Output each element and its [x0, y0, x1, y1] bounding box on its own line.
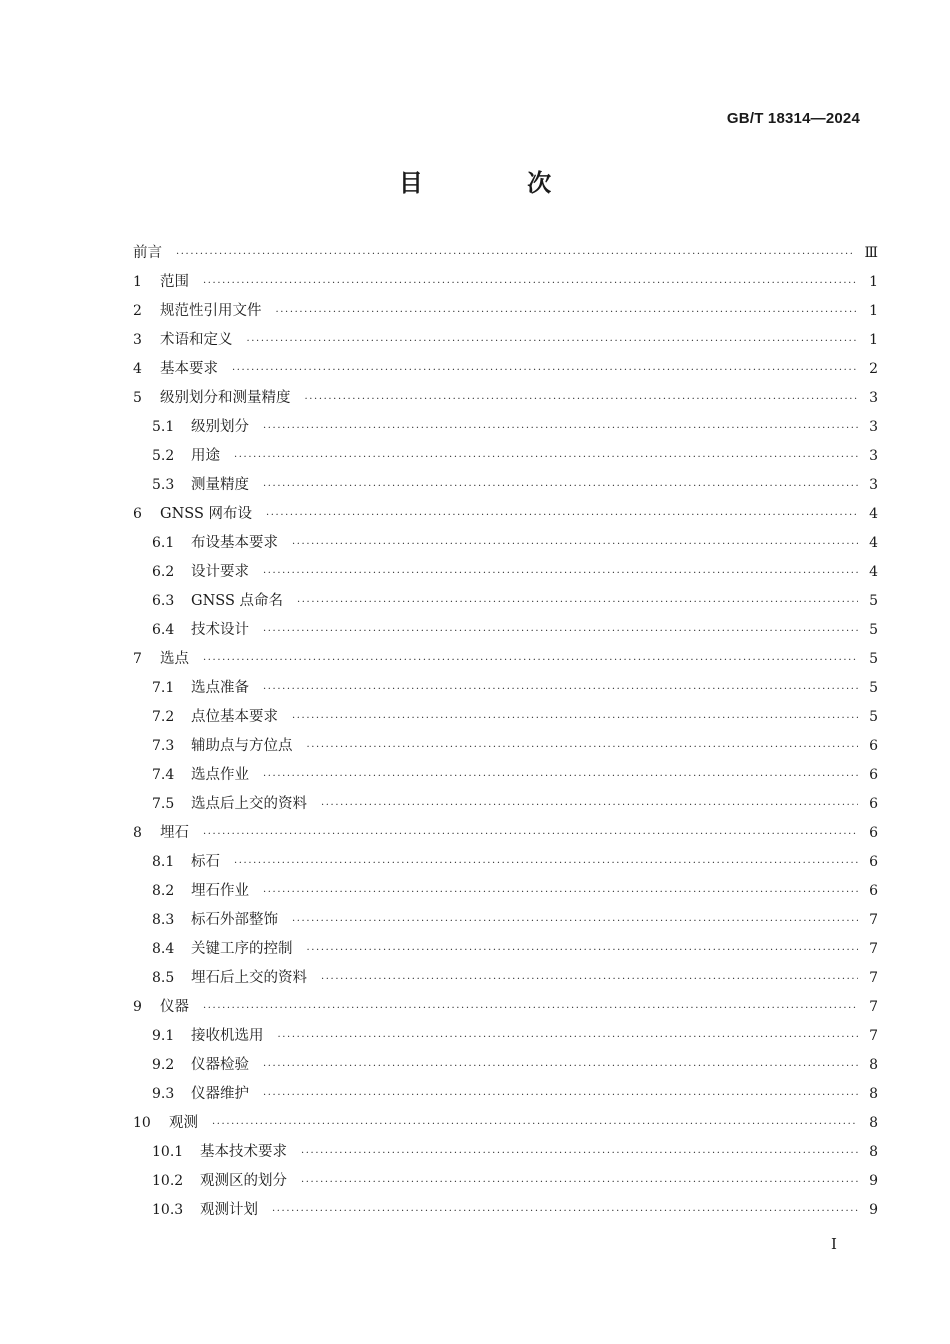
dot-leader [276, 298, 859, 327]
toc-entry[interactable] [133, 935, 878, 964]
toc-entry-number: 7.1 [152, 680, 175, 696]
dot-leader [203, 269, 858, 298]
toc-entry-number: 4 [133, 361, 142, 377]
toc-entry-number: 8.5 [152, 970, 175, 986]
toc-entry-page: 6 [869, 854, 878, 870]
dot-leader [263, 472, 858, 501]
toc-entry[interactable] [133, 848, 878, 877]
toc-entry-page: 4 [869, 564, 878, 580]
toc-entry-page: 3 [869, 419, 878, 435]
dot-leader [297, 588, 858, 617]
dot-leader [263, 414, 858, 443]
toc-entry-page: Ⅲ [864, 245, 878, 261]
toc-entry-number: 10.3 [152, 1202, 184, 1218]
toc-entry-title: 选点 [160, 651, 189, 667]
toc-entry-page: 7 [869, 1028, 878, 1044]
toc-entry[interactable] [133, 732, 878, 761]
dot-leader [278, 1023, 859, 1052]
toc-entry-title: 布设基本要求 [191, 535, 278, 551]
toc-entry-title: 测量精度 [191, 477, 249, 493]
toc-entry-title: 术语和定义 [160, 332, 233, 348]
toc-entry[interactable] [133, 906, 878, 935]
toc-entry-page: 6 [869, 738, 878, 754]
toc-entry[interactable] [133, 616, 878, 645]
dot-leader [305, 385, 859, 414]
dot-leader [292, 704, 858, 733]
toc-entry-number: 6.3 [152, 593, 175, 609]
toc-entry-title: 技术设计 [191, 622, 249, 638]
dot-leader [301, 1139, 858, 1168]
toc-entry-title: 标石 [191, 854, 220, 870]
dot-leader [234, 443, 858, 472]
toc-entry-number: 7.3 [152, 738, 175, 754]
dot-leader [263, 878, 858, 907]
dot-leader [263, 762, 858, 791]
dot-leader [321, 965, 858, 994]
toc-entry-number: 5.3 [152, 477, 175, 493]
dot-leader [292, 907, 858, 936]
toc-entry-number: 5 [133, 390, 142, 406]
toc-entry-title: 观测计划 [200, 1202, 258, 1218]
toc-entry-page: 7 [869, 970, 878, 986]
toc-entry-page: 1 [869, 303, 878, 319]
dot-leader [176, 240, 854, 269]
toc-entry-number: 5.2 [152, 448, 175, 464]
toc-entry-number: 10.1 [152, 1144, 184, 1160]
toc-entry[interactable] [133, 326, 878, 355]
toc-entry-page: 3 [869, 448, 878, 464]
dot-leader [272, 1197, 858, 1226]
page-number: I [831, 1235, 837, 1253]
toc-entry-number: 10.2 [152, 1173, 184, 1189]
toc-entry-number: 6.2 [152, 564, 175, 580]
toc-entry-number: 6 [133, 506, 142, 522]
toc-entry-page: 4 [869, 535, 878, 551]
toc-entry-number: 8.1 [152, 854, 175, 870]
dot-leader [263, 559, 858, 588]
toc-entry[interactable] [133, 790, 878, 819]
toc-entry-title: 埋石 [160, 825, 189, 841]
toc-entry-title: 基本要求 [160, 361, 218, 377]
toc-entry-title: 点位基本要求 [191, 709, 278, 725]
dot-leader [263, 675, 858, 704]
toc-entry-page: 8 [869, 1057, 878, 1073]
toc-entry-title: 级别划分和测量精度 [160, 390, 291, 406]
toc-entry-page: 8 [869, 1115, 878, 1131]
toc-entry-page: 8 [869, 1086, 878, 1102]
toc-entry[interactable] [133, 413, 878, 442]
toc-entry[interactable] [133, 587, 878, 616]
page-title: 目 次 [398, 169, 600, 197]
toc-entry[interactable] [133, 1080, 878, 1109]
dot-leader [203, 820, 858, 849]
toc-entry-page: 5 [869, 622, 878, 638]
toc-entry-number: 6.4 [152, 622, 175, 638]
toc-entry[interactable] [133, 761, 878, 790]
toc-entry-number: 9.3 [152, 1086, 175, 1102]
toc-entry-number: 7.4 [152, 767, 175, 783]
dot-leader [232, 356, 858, 385]
toc-entry[interactable] [133, 877, 878, 906]
toc-entry-page: 5 [869, 680, 878, 696]
toc-entry-title: 选点准备 [191, 680, 249, 696]
toc-entry[interactable] [133, 529, 878, 558]
toc-entry-title: 标石外部整饰 [191, 912, 278, 928]
standard-code: GB/T 18314—2024 [726, 110, 860, 127]
toc-entry-page: 5 [869, 709, 878, 725]
toc-entry-number: 8 [133, 825, 142, 841]
dot-leader [301, 1168, 858, 1197]
toc-entry-title: 设计要求 [191, 564, 249, 580]
toc-entry-page: 7 [869, 999, 878, 1015]
toc-entry-title: 前言 [133, 245, 162, 261]
toc-entry-number: 1 [133, 274, 142, 290]
table-of-contents [133, 239, 878, 1225]
toc-entry-title: 关键工序的控制 [191, 941, 293, 957]
toc-entry-number: 8.4 [152, 941, 175, 957]
toc-entry-title: GNSS 网布设 [160, 506, 252, 522]
toc-entry[interactable] [133, 674, 878, 703]
toc-entry-title: 选点作业 [191, 767, 249, 783]
toc-entry[interactable] [133, 1138, 878, 1167]
toc-entry[interactable] [133, 442, 878, 471]
dot-leader [266, 501, 858, 530]
toc-entry-number: 7.5 [152, 796, 175, 812]
toc-entry-title: 范围 [160, 274, 189, 290]
toc-entry-number: 2 [133, 303, 142, 319]
toc-entry-title: 接收机选用 [191, 1028, 264, 1044]
toc-entry[interactable] [133, 268, 878, 297]
toc-entry-page: 1 [869, 274, 878, 290]
dot-leader [263, 1052, 858, 1081]
toc-entry-page: 5 [869, 593, 878, 609]
dot-leader [234, 849, 858, 878]
dot-leader [203, 646, 858, 675]
toc-entry-title: GNSS 点命名 [191, 593, 283, 609]
toc-entry-number: 6.1 [152, 535, 175, 551]
toc-entry-number: 10 [133, 1115, 151, 1131]
toc-entry[interactable] [133, 1109, 878, 1138]
toc-entry-title: 级别划分 [191, 419, 249, 435]
dot-leader [292, 530, 858, 559]
toc-entry[interactable] [133, 558, 878, 587]
toc-entry-page: 6 [869, 825, 878, 841]
dot-leader [321, 791, 858, 820]
toc-entry-page: 8 [869, 1144, 878, 1160]
toc-entry-number: 8.2 [152, 883, 175, 899]
toc-entry-page: 4 [869, 506, 878, 522]
toc-entry[interactable] [133, 993, 878, 1022]
dot-leader [263, 617, 858, 646]
dot-leader [263, 1081, 858, 1110]
toc-entry-page: 6 [869, 767, 878, 783]
toc-entry-number: 7 [133, 651, 142, 667]
toc-entry-number: 3 [133, 332, 142, 348]
toc-entry-number: 8.3 [152, 912, 175, 928]
toc-entry[interactable] [133, 1167, 878, 1196]
toc-entry[interactable] [133, 355, 878, 384]
toc-entry[interactable] [133, 471, 878, 500]
toc-entry-title: 基本技术要求 [200, 1144, 287, 1160]
toc-entry-number: 5.1 [152, 419, 175, 435]
toc-entry-page: 7 [869, 941, 878, 957]
toc-entry[interactable] [133, 645, 878, 674]
toc-entry-page: 6 [869, 796, 878, 812]
toc-entry-number: 9.2 [152, 1057, 175, 1073]
toc-entry-title: 仪器维护 [191, 1086, 249, 1102]
dot-leader [247, 327, 859, 356]
toc-entry[interactable] [133, 964, 878, 993]
toc-entry[interactable] [133, 703, 878, 732]
toc-entry-page: 5 [869, 651, 878, 667]
toc-entry[interactable] [133, 819, 878, 848]
toc-entry-title: 仪器 [160, 999, 189, 1015]
toc-entry[interactable] [133, 1196, 878, 1225]
toc-entry[interactable] [133, 297, 878, 326]
toc-entry-title: 规范性引用文件 [160, 303, 262, 319]
toc-entry-page: 7 [869, 912, 878, 928]
toc-entry[interactable] [133, 384, 878, 413]
toc-entry-title: 辅助点与方位点 [191, 738, 293, 754]
toc-entry-page: 3 [869, 390, 878, 406]
toc-entry-page: 2 [869, 361, 878, 377]
toc-entry-page: 6 [869, 883, 878, 899]
dot-leader [307, 936, 859, 965]
dot-leader [307, 733, 859, 762]
toc-entry[interactable] [133, 1051, 878, 1080]
toc-entry[interactable] [133, 239, 878, 268]
toc-entry-title: 仪器检验 [191, 1057, 249, 1073]
dot-leader [212, 1110, 858, 1139]
toc-entry-title: 埋石后上交的资料 [191, 970, 307, 986]
toc-entry-page: 9 [869, 1173, 878, 1189]
toc-entry-title: 选点后上交的资料 [191, 796, 307, 812]
toc-entry-number: 9 [133, 999, 142, 1015]
toc-entry-title: 观测区的划分 [200, 1173, 287, 1189]
toc-entry[interactable] [133, 1022, 878, 1051]
toc-entry-number: 7.2 [152, 709, 175, 725]
toc-entry-page: 1 [869, 332, 878, 348]
toc-entry-page: 9 [869, 1202, 878, 1218]
dot-leader [203, 994, 858, 1023]
toc-entry-title: 观测 [169, 1115, 198, 1131]
toc-entry-title: 用途 [191, 448, 220, 464]
toc-entry-page: 3 [869, 477, 878, 493]
toc-entry-title: 埋石作业 [191, 883, 249, 899]
toc-entry-number: 9.1 [152, 1028, 175, 1044]
toc-entry[interactable] [133, 500, 878, 529]
